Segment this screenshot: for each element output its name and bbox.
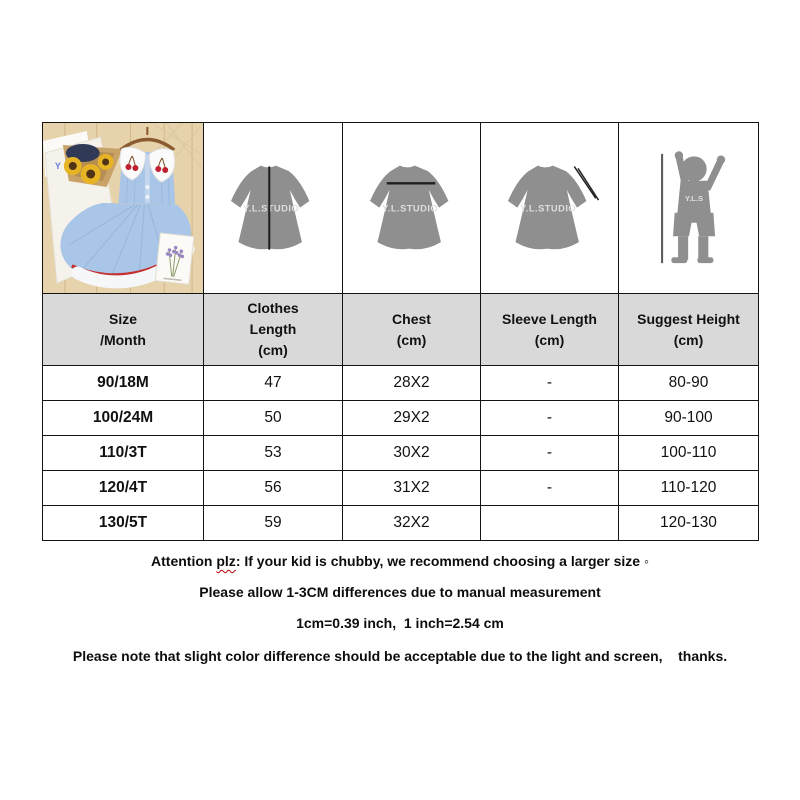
svg-text:Y.L.STUDIO: Y.L.STUDIO (243, 202, 300, 213)
sleeve-length-diagram-cell (481, 123, 619, 294)
chest-cell: 30X2 (343, 436, 481, 471)
table-header-row (43, 294, 759, 366)
length-cell: 59 (204, 506, 343, 541)
header-size (43, 294, 204, 366)
sleeve-cell (481, 506, 619, 541)
svg-text:Y.L.S: Y.L.S (684, 193, 703, 203)
lavender-card (155, 233, 194, 284)
size-row-100-24m (43, 401, 759, 436)
header-line: Suggest Height (637, 310, 740, 327)
chest-cell: 28X2 (343, 366, 481, 401)
diagram-row (43, 123, 759, 294)
header-clothes-length (204, 294, 343, 366)
size-row-130-5t (43, 506, 759, 541)
size-cell: 120/4T (43, 471, 204, 506)
header-line: Chest (392, 310, 431, 327)
chest-diagram-cell (343, 123, 481, 294)
sleeve-cell: - (481, 471, 619, 506)
size-row-120-4t (43, 471, 759, 506)
height-cell: 110-120 (619, 471, 759, 506)
height-cell: 90-100 (619, 401, 759, 436)
height-cell: 80-90 (619, 366, 759, 401)
header-line: Sleeve Length (502, 310, 597, 327)
header-sleeve-length (481, 294, 619, 366)
chest-cell: 29X2 (343, 401, 481, 436)
size-cell: 110/3T (43, 436, 204, 471)
note-attention-suffix: : If your kid is chubby, we recommend choosing a larger size ◦ (235, 553, 649, 569)
header-line: Clothes (247, 300, 299, 316)
header-line: /Month (100, 331, 146, 348)
note-color-difference: Please note that slight color difference should be acceptable due to the light and screen, thanks. (72, 648, 728, 664)
header-chest (343, 294, 481, 366)
svg-text:Y.L.STUDIO: Y.L.STUDIO (519, 202, 576, 213)
note-attention (0, 553, 800, 569)
header-line: (cm) (396, 331, 427, 348)
header-line: (cm) (534, 331, 565, 348)
header-line: (cm) (673, 331, 704, 348)
length-cell: 56 (204, 471, 343, 506)
size-row-90-18m (43, 366, 759, 401)
size-row-110-3t (43, 436, 759, 471)
size-chart-table (42, 122, 759, 541)
svg-text:Y: Y (54, 160, 61, 172)
length-cell: 50 (204, 401, 343, 436)
height-cell: 120-130 (619, 506, 759, 541)
size-cell: 130/5T (43, 506, 204, 541)
header-suggest-height (619, 294, 759, 366)
product-photo (43, 123, 203, 293)
size-cell: 100/24M (43, 401, 204, 436)
sleeve-cell: - (481, 401, 619, 436)
header-line: Length (249, 321, 297, 337)
dress-chest-icon (356, 157, 468, 260)
note-attention-highlight: plz (216, 553, 236, 569)
dress-clothes-length-icon (217, 157, 329, 260)
header-line: Size (108, 310, 137, 327)
dress-sleeve-length-icon (494, 157, 606, 260)
clothes-length-diagram-cell (204, 123, 343, 294)
child-height-icon (630, 137, 748, 280)
sleeve-cell: - (481, 366, 619, 401)
chest-cell: 32X2 (343, 506, 481, 541)
product-photo-cell (43, 123, 204, 294)
length-cell: 53 (204, 436, 343, 471)
size-cell: 90/18M (43, 366, 204, 401)
height-diagram-cell (619, 123, 759, 294)
note-unit-conversion: 1cm=0.39 inch, 1 inch=2.54 cm (296, 615, 504, 631)
note-attention-prefix: Attention (151, 553, 217, 569)
sleeve-cell: - (481, 436, 619, 471)
header-line: (cm) (258, 342, 288, 358)
svg-text:Y.L.STUDIO: Y.L.STUDIO (381, 202, 438, 213)
chest-cell: 31X2 (343, 471, 481, 506)
height-cell: 100-110 (619, 436, 759, 471)
note-measurement-tolerance: Please allow 1-3CM differences due to manual measurement (199, 584, 601, 600)
length-cell: 47 (204, 366, 343, 401)
